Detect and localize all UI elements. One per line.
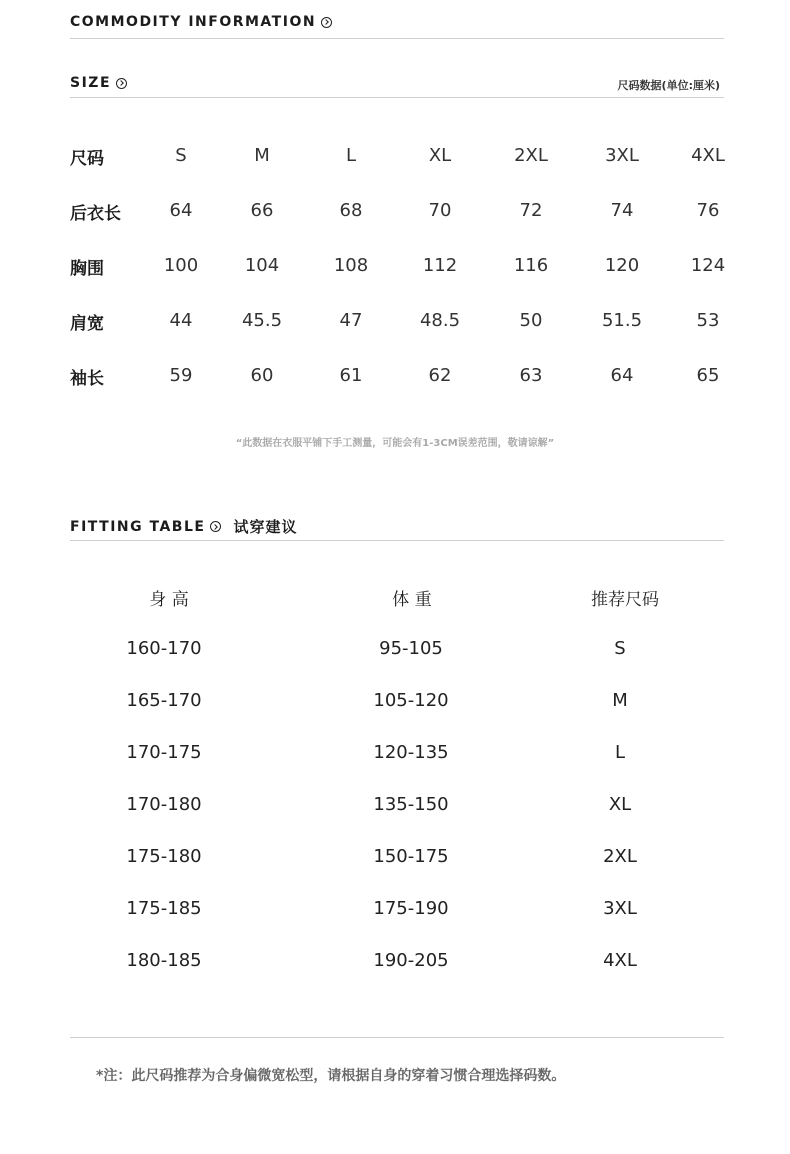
fitting-title: FITTING TABLE [70,518,206,535]
size-cell: 48.5 [419,310,461,331]
size-header-label: 尺码 [70,149,104,169]
fitting-height-cell: 160-170 [126,638,202,659]
fitting-size-cell: 2XL [603,846,637,867]
size-column-header: XL [428,145,452,166]
fitting-height-cell: 170-175 [126,742,202,763]
size-cell: 74 [610,200,634,221]
fitting-weight-cell: 190-205 [373,950,449,971]
size-cell: 64 [610,365,634,386]
size-cell: 63 [519,365,543,386]
fitting-height-cell: 165-170 [126,690,202,711]
fitting-weight-cell: 95-105 [379,638,443,659]
size-cell: 72 [519,200,543,221]
fitting-size-cell: L [614,742,626,763]
unit-note: 尺码数据(单位:厘米) [617,79,720,92]
size-cell: 61 [339,365,363,386]
circle-arrow-icon [116,78,127,89]
size-cell: 70 [428,200,452,221]
measure-note: “此数据在衣服平铺下手工测量，可能会有1-3CM误差范围，敬请谅解” [235,438,555,449]
size-column-header: 4XL [691,145,725,166]
size-column-header: S [175,145,187,166]
fitting-size-cell: 3XL [603,898,637,919]
fitting-height-cell: 175-180 [126,846,202,867]
size-cell: 50 [519,310,543,331]
fitting-size-cell: XL [608,794,632,815]
fitting-weight-cell: 150-175 [373,846,449,867]
size-cell: 51.5 [601,310,643,331]
size-heading [70,75,127,91]
size-divider [70,97,724,98]
size-column-header: 2XL [514,145,548,166]
size-row-label: 袖长 [70,369,104,389]
size-cell: 53 [696,310,720,331]
fitting-header-height: 身 高 [149,590,189,610]
size-cell: 45.5 [241,310,283,331]
header-divider [70,38,724,39]
size-title: SIZE [70,75,112,91]
circle-arrow-icon [210,521,221,532]
fitting-height-cell: 180-185 [126,950,202,971]
footer-note: *注：此尺码推荐为合身偏微宽松型，请根据自身的穿着习惯合理选择码数。 [96,1068,566,1084]
size-cell: 124 [690,255,726,276]
size-cell: 62 [428,365,452,386]
size-row-label: 后衣长 [70,204,121,224]
fitting-height-cell: 175-185 [126,898,202,919]
size-column-header: M [254,145,270,166]
commodity-info-title: COMMODITY INFORMATION [70,14,317,30]
size-column-header: 3XL [605,145,639,166]
commodity-info-heading [70,14,332,30]
fitting-size-cell: M [612,690,628,711]
size-cell: 65 [696,365,720,386]
size-cell: 120 [604,255,640,276]
footer-divider [70,1037,724,1038]
size-cell: 66 [250,200,274,221]
fitting-header-weight: 体 重 [392,590,432,610]
fitting-weight-cell: 135-150 [373,794,449,815]
size-cell: 59 [169,365,193,386]
fitting-size-cell: S [614,638,626,659]
fitting-title-cn: 试穿建议 [233,518,298,536]
fitting-heading [70,516,297,537]
size-cell: 44 [169,310,193,331]
fitting-weight-cell: 120-135 [373,742,449,763]
fitting-size-cell: 4XL [603,950,637,971]
fitting-height-cell: 170-180 [126,794,202,815]
size-cell: 112 [422,255,458,276]
size-row-label: 肩宽 [70,314,104,334]
fitting-divider [70,540,724,541]
size-cell: 76 [696,200,720,221]
size-cell: 104 [244,255,280,276]
fitting-header-size: 推荐尺码 [591,590,659,610]
size-cell: 47 [339,310,363,331]
size-cell: 116 [513,255,549,276]
fitting-weight-cell: 175-190 [373,898,449,919]
circle-arrow-icon [321,17,332,28]
size-cell: 68 [339,200,363,221]
fitting-weight-cell: 105-120 [373,690,449,711]
size-row-label: 胸围 [70,259,104,279]
size-cell: 108 [333,255,369,276]
size-cell: 64 [169,200,193,221]
size-cell: 100 [163,255,199,276]
size-cell: 60 [250,365,274,386]
size-column-header: L [345,145,357,166]
